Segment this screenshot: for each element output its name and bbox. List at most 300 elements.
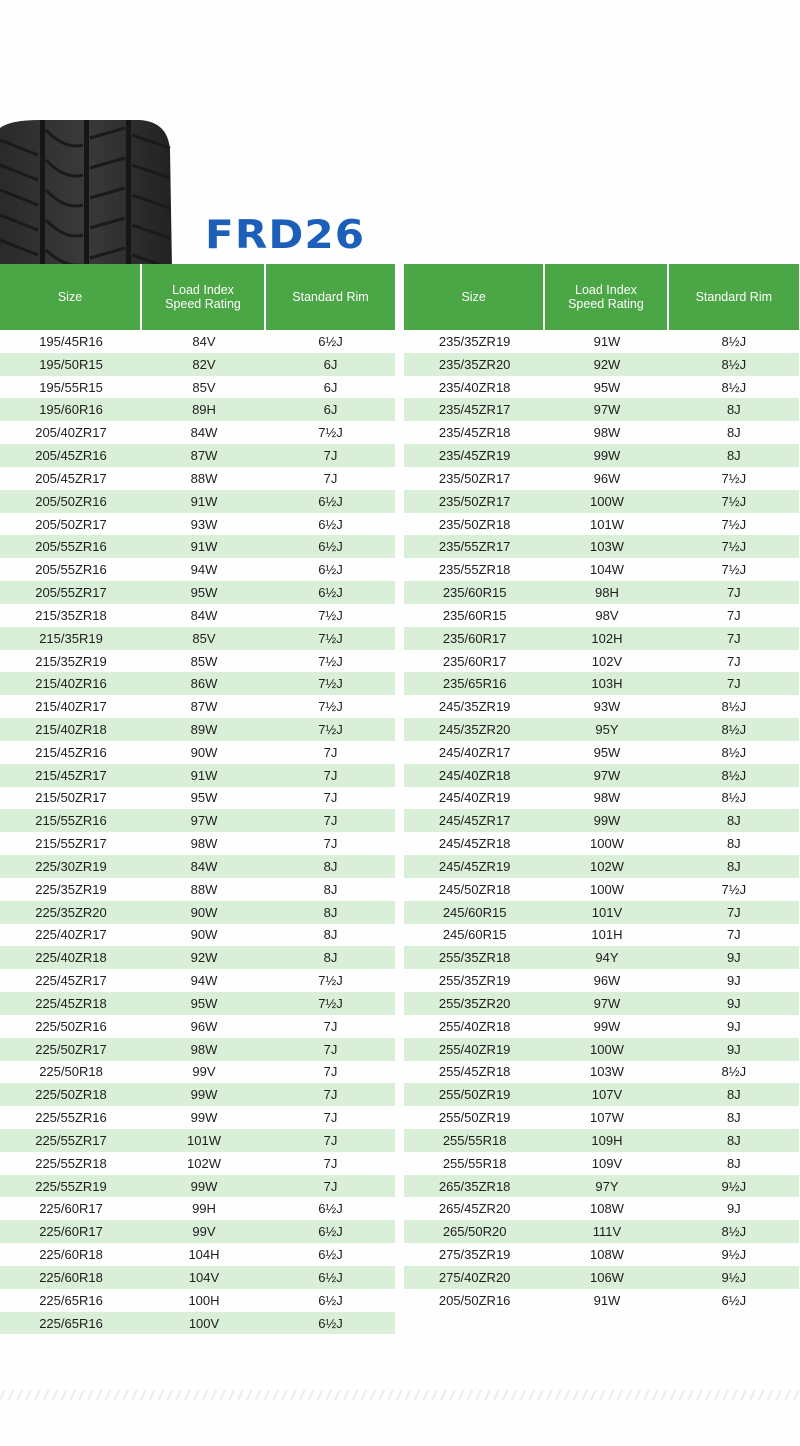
cell-rim: 7½J (318, 425, 343, 441)
cell-load-speed: 98W (593, 425, 621, 441)
cell-load-speed: 91W (190, 767, 218, 783)
table-row (404, 1152, 799, 1175)
header-rim: Standard Rim (695, 290, 773, 304)
table-row (0, 1015, 395, 1038)
cell-load-speed: 98V (595, 607, 619, 623)
cell-load-speed: 107W (589, 1110, 624, 1126)
table-row (404, 1197, 799, 1220)
cell-rim: 6½J (318, 539, 343, 555)
cell-rim: 7J (323, 790, 338, 806)
cell-rim: 8J (726, 425, 741, 441)
cell-size: 245/60R15 (442, 904, 507, 920)
cell-load-speed: 98W (190, 1041, 218, 1057)
table-row (0, 1289, 395, 1312)
table-row (404, 1266, 799, 1289)
cell-rim: 6½J (318, 333, 343, 349)
cell-size: 225/45ZR17 (35, 973, 107, 989)
cell-load-speed: 111V (592, 1224, 622, 1240)
decorative-divider (0, 1390, 800, 1400)
cell-load-speed: 99W (593, 448, 621, 464)
cell-rim: 6½J (318, 585, 343, 601)
cell-rim: 8½J (721, 790, 747, 806)
cell-rim: 7J (323, 1041, 338, 1057)
cell-rim: 7½J (318, 973, 343, 989)
cell-rim: 8½J (721, 333, 747, 349)
cell-load-speed: 90W (190, 744, 218, 760)
table-row (0, 992, 395, 1015)
cell-rim: 7J (323, 470, 338, 486)
cell-load-speed: 97Y (595, 1178, 619, 1194)
cell-load-speed: 95W (190, 995, 218, 1011)
table-row (404, 421, 799, 444)
cell-rim: 8½J (721, 379, 747, 395)
table-row (404, 969, 799, 992)
cell-load-speed: 102W (187, 1155, 221, 1171)
cell-load-speed: 101W (187, 1132, 221, 1148)
cell-rim: 6½J (318, 1292, 343, 1308)
table-row (404, 627, 799, 650)
cell-size: 205/50ZR17 (35, 516, 107, 532)
cell-rim: 9J (726, 1201, 741, 1217)
cell-rim: 8J (726, 1155, 741, 1171)
cell-size: 255/35ZR19 (438, 973, 511, 989)
cell-size: 245/45ZR18 (438, 836, 511, 852)
cell-load-speed: 97W (593, 767, 621, 783)
cell-size: 225/40ZR17 (35, 927, 107, 943)
cell-size: 235/50ZR17 (438, 493, 511, 509)
cell-rim: 6½J (318, 1315, 343, 1331)
table-row (0, 1152, 395, 1175)
cell-rim: 7J (726, 585, 741, 601)
cell-size: 215/40ZR18 (35, 721, 107, 737)
cell-load-speed: 94W (190, 973, 218, 989)
cell-rim: 6½J (318, 493, 343, 509)
cell-rim: 7½J (318, 721, 343, 737)
cell-load-speed: 85W (190, 653, 218, 669)
cell-rim: 7½J (721, 881, 747, 897)
cell-rim: 7J (323, 1064, 338, 1080)
cell-rim: 7J (323, 1110, 338, 1126)
cell-load-speed: 96W (593, 973, 621, 989)
cell-size: 225/35ZR20 (35, 904, 107, 920)
cell-rim: 6½J (318, 1247, 343, 1263)
table-row (0, 787, 395, 810)
cell-load-speed: 99V (192, 1064, 216, 1080)
cell-size: 205/55ZR17 (35, 585, 107, 601)
table-row (404, 672, 799, 695)
cell-size: 245/45ZR17 (438, 813, 511, 829)
tire-tread-image (0, 120, 172, 268)
spec-table-left (0, 264, 395, 1334)
cell-load-speed: 100W (589, 881, 624, 897)
cell-size: 235/40ZR18 (438, 379, 511, 395)
cell-rim: 8½J (721, 699, 747, 715)
cell-size: 215/35R19 (39, 630, 103, 646)
cell-rim: 7J (323, 813, 338, 829)
cell-load-speed: 84W (190, 425, 218, 441)
cell-rim: 8J (726, 836, 741, 852)
table-row (0, 627, 395, 650)
table-row (404, 444, 799, 467)
table-row (0, 467, 395, 490)
cell-rim: 7½J (318, 653, 343, 669)
cell-size: 225/55ZR17 (35, 1132, 107, 1148)
cell-size: 235/45ZR17 (438, 402, 511, 418)
cell-rim: 9½J (721, 1247, 747, 1263)
cell-rim: 8J (323, 927, 338, 943)
table-row (404, 1015, 799, 1038)
table-row (0, 1083, 395, 1106)
table-row (404, 490, 799, 513)
cell-size: 215/40ZR16 (35, 676, 107, 692)
cell-load-speed: 102W (589, 858, 624, 874)
cell-size: 225/50ZR16 (35, 1018, 107, 1034)
cell-size: 225/60R17 (39, 1224, 103, 1240)
cell-rim: 9J (726, 995, 741, 1011)
cell-load-speed: 84W (190, 858, 218, 874)
cell-rim: 8J (323, 950, 338, 966)
cell-rim: 7J (323, 744, 338, 760)
cell-size: 245/35ZR20 (438, 721, 511, 737)
cell-load-speed: 95W (593, 379, 621, 395)
table-row (0, 969, 395, 992)
cell-load-speed: 100W (589, 1041, 624, 1057)
table-row (0, 558, 395, 581)
cell-load-speed: 99W (593, 1018, 621, 1034)
cell-size: 195/60R16 (39, 402, 103, 418)
cell-rim: 8½J (721, 1224, 747, 1240)
cell-load-speed: 95Y (595, 721, 619, 737)
table-row (404, 1289, 799, 1312)
cell-load-speed: 98W (190, 836, 218, 852)
cell-rim: 9J (726, 950, 741, 966)
table-row (404, 787, 799, 810)
cell-load-speed: 96W (593, 470, 621, 486)
cell-size: 245/40ZR19 (438, 790, 511, 806)
cell-rim: 7½J (318, 630, 343, 646)
cell-size: 215/55ZR17 (35, 836, 107, 852)
cell-size: 275/35ZR19 (438, 1247, 511, 1263)
cell-size: 205/55ZR16 (35, 539, 107, 555)
table-row (0, 1061, 395, 1084)
table-row (404, 1061, 799, 1084)
cell-load-speed: 94W (190, 562, 218, 578)
table-row (0, 581, 395, 604)
cell-load-speed: 84W (190, 607, 218, 623)
cell-size: 225/50R18 (39, 1064, 103, 1080)
cell-load-speed: 92W (593, 356, 621, 372)
cell-size: 275/40ZR20 (438, 1269, 511, 1285)
cell-load-speed: 87W (190, 448, 218, 464)
table-row (0, 444, 395, 467)
table-row (404, 718, 799, 741)
cell-rim: 8J (726, 858, 741, 874)
cell-load-speed: 102H (591, 630, 623, 646)
cell-load-speed: 97W (190, 813, 218, 829)
cell-load-speed: 85V (192, 379, 216, 395)
cell-size: 225/50ZR17 (35, 1041, 107, 1057)
cell-size: 255/55R18 (442, 1155, 507, 1171)
cell-rim: 8½J (721, 767, 747, 783)
cell-load-speed: 99W (190, 1178, 218, 1194)
table-row (404, 513, 799, 536)
table-row (404, 1106, 799, 1129)
cell-size: 235/60R15 (442, 607, 507, 623)
cell-size: 245/40ZR18 (438, 767, 511, 783)
cell-size: 235/55ZR17 (438, 539, 511, 555)
table-row (0, 809, 395, 832)
cell-size: 225/55ZR18 (35, 1155, 107, 1171)
cell-rim: 8½J (721, 356, 747, 372)
cell-size: 235/60R17 (442, 630, 507, 646)
cell-size: 235/50ZR17 (438, 470, 511, 486)
cell-size: 225/55ZR16 (35, 1110, 107, 1126)
cell-load-speed: 97W (593, 402, 621, 418)
table-row (404, 855, 799, 878)
table-row (0, 490, 395, 513)
cell-size: 205/40ZR17 (35, 425, 107, 441)
cell-size: 245/40ZR17 (438, 744, 511, 760)
cell-size: 215/55ZR16 (35, 813, 107, 829)
cell-rim: 7J (323, 836, 338, 852)
cell-rim: 8J (726, 1087, 741, 1103)
cell-size: 215/45ZR17 (35, 767, 107, 783)
table-row (0, 764, 395, 787)
cell-load-speed: 94Y (595, 950, 619, 966)
header-size: Size (0, 264, 142, 330)
cell-size: 245/60R15 (442, 927, 507, 943)
table-row (404, 992, 799, 1015)
cell-load-speed: 104V (188, 1269, 220, 1285)
cell-rim: 8J (323, 881, 338, 897)
cell-load-speed: 100H (188, 1292, 220, 1308)
cell-size: 235/50ZR18 (438, 516, 511, 532)
cell-size: 255/35ZR18 (438, 950, 511, 966)
table-row (0, 513, 395, 536)
table-row (404, 1175, 799, 1198)
cell-size: 235/35ZR20 (438, 356, 511, 372)
table-row (404, 1220, 799, 1243)
table-row (404, 650, 799, 673)
cell-size: 215/35ZR18 (35, 607, 107, 623)
cell-rim: 7J (726, 676, 741, 692)
cell-size: 245/35ZR19 (438, 699, 511, 715)
model-title: FRD26 (205, 213, 366, 258)
cell-rim: 8½J (721, 744, 747, 760)
cell-rim: 7½J (318, 676, 343, 692)
table-row (404, 330, 799, 353)
cell-size: 215/35ZR19 (35, 653, 107, 669)
cell-rim: 9½J (721, 1269, 747, 1285)
cell-size: 235/45ZR19 (438, 448, 511, 464)
table-row (404, 467, 799, 490)
table-row (404, 946, 799, 969)
cell-rim: 7J (323, 1178, 338, 1194)
table-row (0, 1175, 395, 1198)
cell-load-speed: 103H (591, 676, 623, 692)
cell-load-speed: 97W (593, 995, 621, 1011)
cell-rim: 7J (726, 927, 741, 943)
table-row (0, 901, 395, 924)
cell-rim: 7J (323, 1132, 338, 1148)
cell-rim: 8½J (721, 721, 747, 737)
cell-load-speed: 88W (190, 470, 218, 486)
cell-size: 195/45R16 (39, 333, 103, 349)
cell-rim: 6½J (318, 516, 343, 532)
cell-rim: 7J (323, 448, 338, 464)
cell-load-speed: 84V (192, 333, 216, 349)
cell-rim: 8J (726, 1110, 741, 1126)
cell-rim: 6J (323, 379, 338, 395)
cell-rim: 6J (323, 356, 338, 372)
cell-rim: 7J (726, 607, 741, 623)
cell-rim: 7½J (721, 470, 747, 486)
cell-load-speed: 100V (188, 1315, 220, 1331)
cell-rim: 7J (726, 653, 741, 669)
cell-size: 215/50ZR17 (35, 790, 107, 806)
cell-load-speed: 100W (589, 836, 624, 852)
cell-rim: 8½J (721, 1064, 747, 1080)
cell-rim: 6½J (318, 1269, 343, 1285)
cell-size: 255/40ZR19 (438, 1041, 511, 1057)
cell-load-speed: 101V (591, 904, 623, 920)
table-row (0, 1106, 395, 1129)
cell-size: 225/60R17 (39, 1201, 103, 1217)
cell-rim: 8J (323, 858, 338, 874)
cell-rim: 7½J (721, 516, 747, 532)
table-row (0, 832, 395, 855)
table-row (404, 1083, 799, 1106)
table-header (0, 264, 395, 330)
cell-rim: 7½J (721, 493, 747, 509)
cell-load-speed: 90W (190, 904, 218, 920)
cell-rim: 7J (323, 1018, 338, 1034)
cell-rim: 7½J (721, 539, 747, 555)
table-row (0, 1220, 395, 1243)
cell-load-speed: 95W (190, 790, 218, 806)
cell-load-speed: 99W (593, 813, 621, 829)
table-row (404, 924, 799, 947)
cell-rim: 9J (726, 1018, 741, 1034)
table-row (0, 855, 395, 878)
table-row (404, 878, 799, 901)
cell-rim: 7J (323, 767, 338, 783)
cell-rim: 9½J (721, 1178, 747, 1194)
cell-load-speed: 104H (188, 1247, 220, 1263)
cell-load-speed: 98W (593, 790, 621, 806)
table-row (404, 1038, 799, 1061)
table-row (0, 672, 395, 695)
table-row (0, 1266, 395, 1289)
cell-load-speed: 102V (591, 653, 623, 669)
table-row (0, 1038, 395, 1061)
cell-rim: 7½J (721, 562, 747, 578)
cell-rim: 6½J (318, 562, 343, 578)
table-row (0, 1197, 395, 1220)
table-row (0, 604, 395, 627)
cell-size: 225/50ZR18 (35, 1087, 107, 1103)
header-load-speed: Load Index Speed Rating (545, 264, 668, 330)
cell-load-speed: 90W (190, 927, 218, 943)
cell-load-speed: 104W (589, 562, 624, 578)
table-row (404, 581, 799, 604)
header-load-speed: Load Index Speed Rating (142, 264, 266, 330)
table-row (0, 741, 395, 764)
table-row (0, 421, 395, 444)
cell-load-speed: 99V (192, 1224, 216, 1240)
cell-load-speed: 96W (190, 1018, 218, 1034)
cell-size: 205/50ZR16 (438, 1292, 511, 1308)
cell-size: 205/45ZR17 (35, 470, 107, 486)
cell-rim: 6J (323, 402, 338, 418)
cell-size: 195/55R15 (39, 379, 103, 395)
cell-size: 225/30ZR19 (35, 858, 107, 874)
table-row (0, 1129, 395, 1152)
spec-table-right (404, 264, 799, 1312)
table-row (404, 809, 799, 832)
cell-size: 235/35ZR19 (438, 333, 511, 349)
cell-load-speed: 99W (190, 1087, 218, 1103)
cell-load-speed: 95W (190, 585, 218, 601)
cell-load-speed: 88W (190, 881, 218, 897)
table-row (404, 604, 799, 627)
cell-load-speed: 89W (190, 721, 218, 737)
table-row (0, 398, 395, 421)
table-row (0, 535, 395, 558)
cell-size: 225/65R16 (39, 1292, 103, 1308)
cell-load-speed: 87W (190, 699, 218, 715)
cell-load-speed: 106W (589, 1269, 624, 1285)
table-row (404, 398, 799, 421)
cell-rim: 8J (726, 813, 741, 829)
cell-load-speed: 92W (190, 950, 218, 966)
cell-rim: 9J (726, 973, 741, 989)
cell-size: 225/60R18 (39, 1247, 103, 1263)
table-row (404, 1243, 799, 1266)
cell-load-speed: 91W (190, 493, 218, 509)
cell-load-speed: 109V (591, 1155, 623, 1171)
table-header (404, 264, 799, 330)
cell-load-speed: 101H (591, 927, 623, 943)
cell-load-speed: 108W (589, 1247, 624, 1263)
header-rim: Standard Rim (292, 290, 369, 304)
table-row (404, 558, 799, 581)
cell-rim: 6½J (318, 1201, 343, 1217)
cell-load-speed: 108W (589, 1201, 624, 1217)
cell-rim: 8J (323, 904, 338, 920)
cell-load-speed: 99W (190, 1110, 218, 1126)
cell-rim: 6½J (721, 1292, 747, 1308)
cell-load-speed: 99H (192, 1201, 216, 1217)
cell-load-speed: 101W (589, 516, 624, 532)
cell-size: 265/35ZR18 (438, 1178, 511, 1194)
cell-size: 225/55ZR19 (35, 1178, 107, 1194)
cell-size: 255/50ZR19 (438, 1087, 511, 1103)
cell-rim: 6½J (318, 1224, 343, 1240)
cell-rim: 8J (726, 402, 741, 418)
cell-load-speed: 93W (190, 516, 218, 532)
cell-load-speed: 95W (593, 744, 621, 760)
cell-load-speed: 91W (593, 1292, 621, 1308)
table-row (0, 1243, 395, 1266)
table-row (0, 1312, 395, 1335)
cell-size: 265/50R20 (442, 1224, 507, 1240)
cell-size: 235/65R16 (442, 676, 507, 692)
table-row (0, 376, 395, 399)
cell-size: 245/50ZR18 (438, 881, 511, 897)
cell-rim: 7½J (318, 995, 343, 1011)
cell-size: 235/45ZR18 (438, 425, 511, 441)
